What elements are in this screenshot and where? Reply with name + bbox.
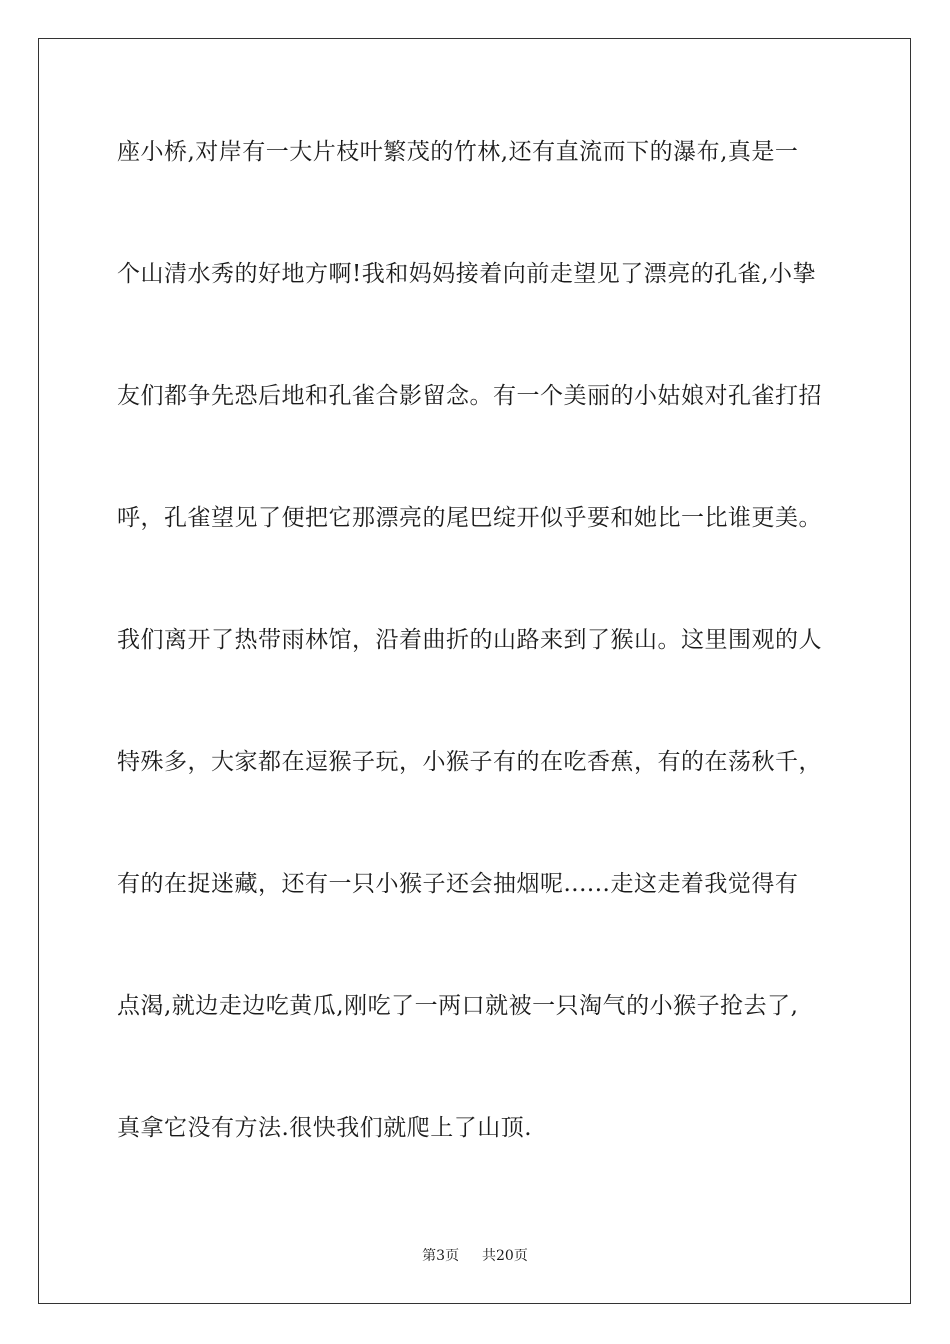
text-line: 特殊多，大家都在逗猴子玩，小猴子有的在吃香蕉，有的在荡秋千， xyxy=(117,749,822,775)
text-line: 呼，孔雀望见了便把它那漂亮的尾巴绽开似乎要和她比一比谁更美。 xyxy=(117,505,822,531)
text-line: 有的在捉迷藏，还有一只小猴子还会抽烟呢......走这走着我觉得有 xyxy=(117,871,799,897)
page-footer xyxy=(0,1246,950,1266)
text-line: 个山清水秀的好地方啊!我和妈妈接着向前走望见了漂亮的孔雀,小挚 xyxy=(117,261,817,287)
text-line: 友们都争先恐后地和孔雀合影留念。有一个美丽的小姑娘对孔雀打招 xyxy=(117,383,822,409)
text-line: 点渴,就边走边吃黄瓜,刚吃了一两口就被一只淘气的小猴子抢去了, xyxy=(117,993,799,1019)
text-line: 我们离开了热带雨林馆，沿着曲折的山路来到了猴山。这里围观的人 xyxy=(117,627,822,653)
text-line: 座小桥,对岸有一大片枝叶繁茂的竹林,还有直流而下的瀑布,真是一 xyxy=(117,139,799,165)
page-number: 第3页 xyxy=(422,1248,460,1264)
total-pages: 共20页 xyxy=(482,1248,528,1264)
text-line: 真拿它没有方法.很快我们就爬上了山顶. xyxy=(117,1115,533,1141)
